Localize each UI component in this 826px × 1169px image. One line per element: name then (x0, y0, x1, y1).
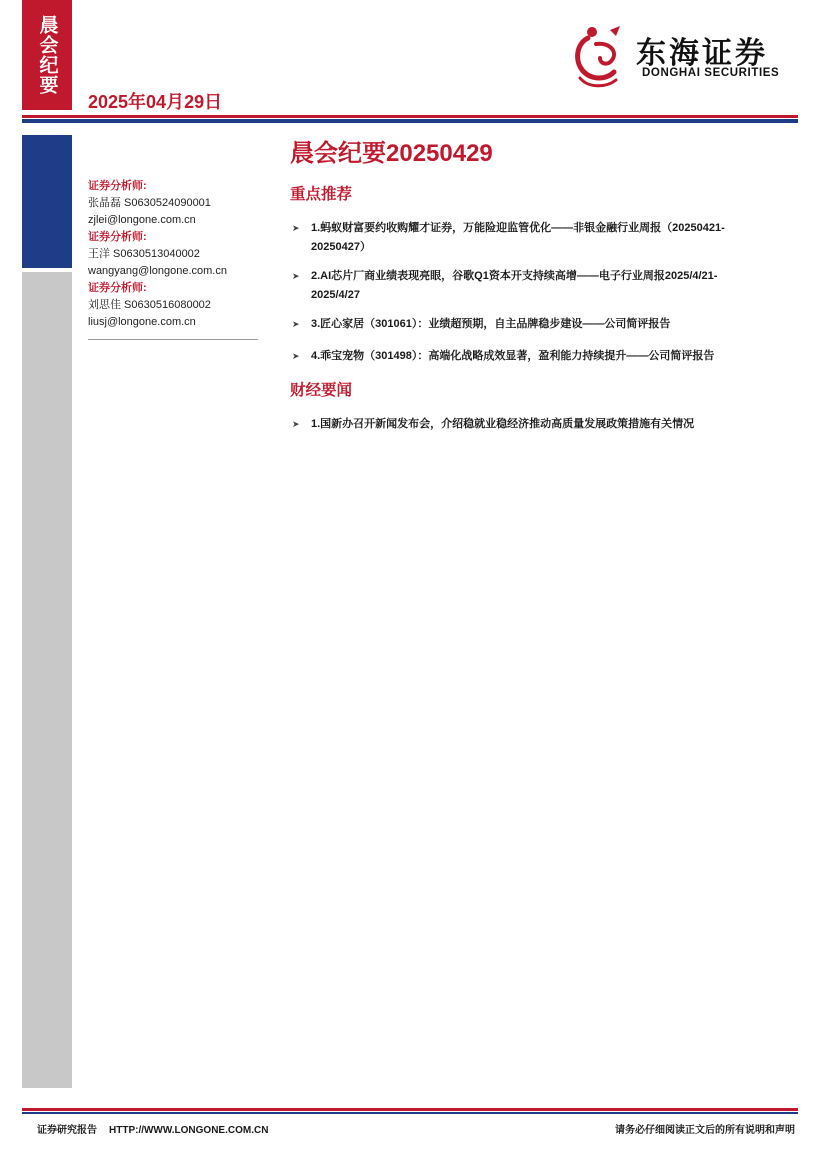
list-item-line: 4.乖宝宠物（301498）：高端化战略成效显著，盈利能力持续提升——公司简评报告 (311, 350, 715, 362)
analyst-email[interactable]: liusj@longone.com.cn (88, 316, 196, 328)
logo-chinese-name: 东海证券 (636, 37, 768, 70)
footer-divider-red (22, 1108, 798, 1111)
financial-news-heading: 财经要闻 (290, 382, 353, 399)
footer-disclaimer: 请务必仔细阅读正文后的所有说明和声明 (615, 1125, 795, 1136)
page-title: 晨会纪要20250429 (290, 140, 493, 167)
analyst-email[interactable]: zjlei@longone.com.cn (88, 214, 196, 226)
list-item[interactable] (290, 219, 802, 257)
report-date: 2025年04月29日 (88, 92, 223, 112)
dragon-logo-icon (570, 22, 630, 92)
footer-report-label: 证券研究报告 (37, 1125, 97, 1136)
financial-news-list (290, 415, 802, 434)
key-recommendations-heading: 重点推荐 (290, 186, 353, 203)
report-type-label: 晨会纪要 (36, 15, 58, 95)
analyst-label: 证券分析师: (88, 231, 147, 243)
sidebar-blue-block (22, 135, 72, 268)
header-divider-red (22, 115, 798, 118)
analyst-id: 刘思佳 S0630516080002 (88, 299, 211, 311)
analyst-label: 证券分析师: (88, 282, 147, 294)
footer-url-link[interactable]: HTTP://WWW.LONGONE.COM.CN (109, 1125, 269, 1136)
list-item-line: 1.蚂蚁财富要约收购耀才证券，万能险迎监管优化——非银金融行业周报（20250421- (311, 222, 725, 234)
logo-english-name: DONGHAI SECURITIES (642, 67, 780, 79)
key-recommendations-list (290, 219, 802, 366)
list-item[interactable] (290, 315, 802, 334)
analyst-list (88, 178, 258, 331)
analyst-label: 证券分析师: (88, 180, 147, 192)
report-type-tab (22, 0, 72, 110)
list-item-line: 1.国新办召开新闻发布会，介绍稳就业稳经济推动高质量发展政策措施有关情况 (311, 418, 695, 430)
company-logo (570, 22, 800, 92)
analyst-id: 王洋 S0630513040002 (88, 248, 200, 260)
list-item[interactable] (290, 347, 802, 366)
list-item-line: 3.匠心家居（301061）：业绩超预期，自主品牌稳步建设——公司简评报告 (311, 318, 671, 330)
list-item[interactable] (290, 415, 802, 434)
analyst-divider (88, 339, 258, 340)
analyst-id: 张晶磊 S0630524090001 (88, 197, 211, 209)
arrow-bullet-icon: ➤ (292, 271, 300, 281)
arrow-bullet-icon: ➤ (292, 319, 300, 329)
analyst-email[interactable]: wangyang@longone.com.cn (88, 265, 227, 277)
header-divider-blue (22, 119, 798, 123)
sidebar-grey-block (22, 272, 72, 1088)
arrow-bullet-icon: ➤ (292, 351, 300, 361)
list-item-line: 20250427） (311, 241, 371, 253)
arrow-bullet-icon: ➤ (292, 419, 300, 429)
list-item-line: 2025/4/27 (311, 289, 360, 301)
footer-divider-blue (22, 1112, 798, 1114)
list-item[interactable] (290, 267, 802, 305)
arrow-bullet-icon: ➤ (292, 223, 300, 233)
list-item-line: 2.AI芯片厂商业绩表现亮眼，谷歌Q1资本开支持续高增——电子行业周报2025/4/21- (311, 270, 718, 282)
footer-left (37, 1121, 268, 1136)
